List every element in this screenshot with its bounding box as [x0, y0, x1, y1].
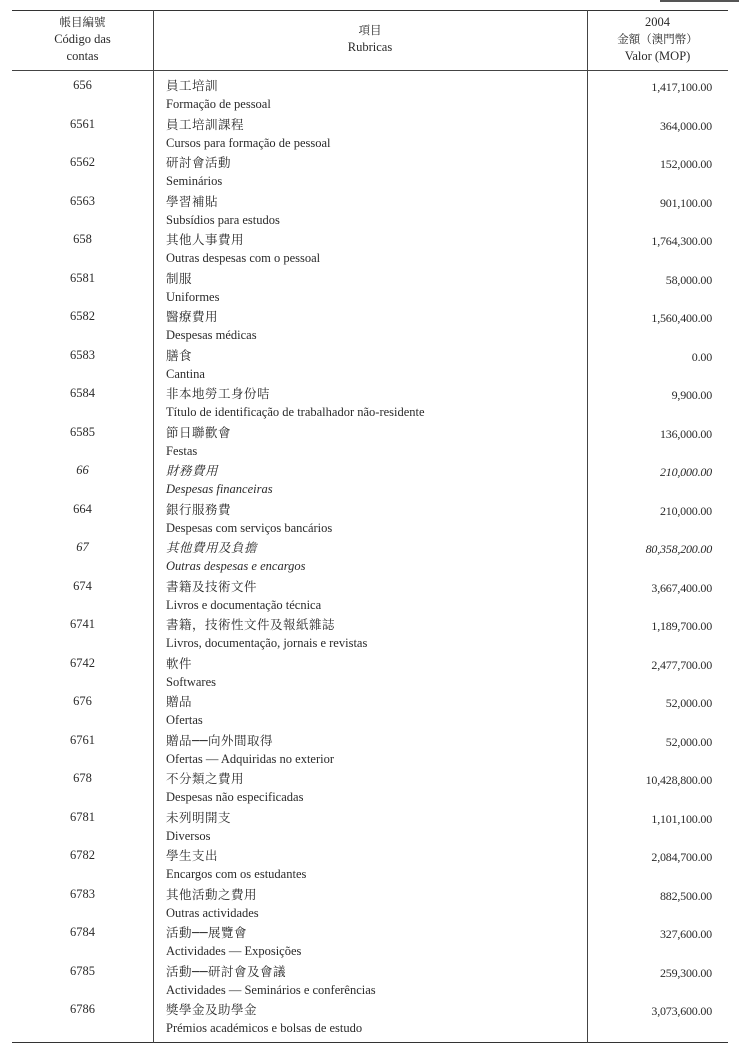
amount-value: 0.00 [691, 349, 712, 364]
rubric-chinese: 員工培訓 [166, 78, 219, 93]
rubric-portuguese: Despesas financeiras [166, 482, 273, 496]
account-code: 658 [73, 232, 92, 246]
rubric-chinese: 活動──研討會及會議 [166, 963, 287, 979]
rubric-chinese: 其他人事費用 [166, 232, 245, 247]
amount-value: 9,900.00 [671, 388, 712, 402]
account-code: 6761 [70, 732, 95, 747]
amount-value: 3,073,600.00 [651, 1004, 712, 1018]
table-row [0, 693, 739, 732]
account-code: 6782 [70, 848, 95, 862]
rubric-portuguese: Ofertas [166, 713, 203, 727]
table-row [0, 347, 739, 386]
amount-value: 259,300.00 [659, 965, 712, 980]
rubric-chinese: 其他活動之費用 [166, 886, 258, 902]
rubric-portuguese: Ofertas — Adquiridas no exterior [166, 751, 335, 766]
table-row [0, 193, 739, 232]
rubric-portuguese: Actividades — Exposições [166, 944, 302, 958]
header-value [587, 14, 728, 65]
account-code: 6583 [70, 347, 95, 362]
top-rule [660, 0, 739, 2]
table-row [0, 539, 739, 578]
rubric-chinese: 其他費用及負擔 [166, 540, 258, 555]
rubric-portuguese: Festas [166, 443, 198, 458]
rubric-chinese: 非本地勞工身份咭 [166, 386, 271, 401]
account-code: 6584 [70, 386, 95, 400]
account-code: 6563 [70, 193, 95, 208]
header-code-zh: 帳目編號 [59, 15, 106, 29]
rubric-portuguese: Prémios académicos e bolsas de estudo [166, 1021, 363, 1035]
rubric-portuguese: Seminários [166, 174, 223, 188]
header-code-pt1: Código das [54, 32, 111, 46]
account-code: 6784 [70, 925, 95, 939]
account-code: 678 [73, 771, 92, 785]
rubric-portuguese: Cantina [166, 366, 205, 381]
rubric-chinese: 銀行服務費 [166, 501, 232, 517]
table-row [0, 1001, 739, 1040]
rubric-chinese: 書籍及技術文件 [166, 578, 258, 594]
table-body [0, 77, 739, 1040]
account-code: 664 [73, 501, 92, 516]
table-row [0, 308, 739, 347]
rubric-portuguese: Subsídios para estudos [166, 212, 280, 227]
amount-value: 152,000.00 [659, 157, 712, 171]
rubric-chinese: 活動──展覽會 [166, 925, 248, 940]
amount-value: 136,000.00 [659, 426, 712, 441]
amount-value: 364,000.00 [659, 118, 712, 133]
account-code: 67 [76, 540, 89, 554]
header-code-pt2: contas [66, 49, 99, 63]
amount-value: 52,000.00 [665, 734, 712, 749]
rubric-chinese: 研討會活動 [166, 155, 232, 170]
table-row [0, 963, 739, 1002]
amount-value: 1,101,100.00 [651, 811, 712, 826]
amount-value: 1,560,400.00 [651, 311, 712, 325]
table-row [0, 578, 739, 617]
account-code: 6742 [70, 655, 95, 670]
amount-value: 58,000.00 [665, 272, 712, 287]
table-row [0, 385, 739, 424]
account-code: 6562 [70, 155, 95, 169]
amount-value: 80,358,200.00 [645, 542, 712, 556]
header-rubric-pt: Rubricas [347, 40, 393, 54]
rubric-chinese: 未列明開支 [166, 809, 232, 825]
rubric-chinese: 學生支出 [166, 848, 219, 863]
account-code: 676 [73, 694, 92, 708]
rubric-portuguese: Livros, documentação, jornais e revistas [166, 636, 368, 650]
rubric-chinese: 贈品 [166, 694, 193, 709]
account-code: 6585 [70, 424, 95, 439]
rubric-portuguese: Actividades — Seminários e conferências [166, 982, 376, 997]
header-value-zh: 金額（澳門幣） [617, 32, 698, 46]
amount-value: 10,428,800.00 [645, 773, 712, 787]
table-row [0, 616, 739, 655]
account-code: 656 [73, 78, 92, 92]
rubric-chinese: 員工培訓課程 [166, 116, 245, 132]
rubric-portuguese: Livros e documentação técnica [166, 597, 322, 612]
account-code: 6581 [70, 270, 95, 285]
rubric-portuguese: Outras despesas e encargos [166, 559, 306, 573]
table-row [0, 501, 739, 540]
table-row [0, 77, 739, 116]
rubric-portuguese: Despesas médicas [166, 328, 257, 342]
account-code: 66 [76, 463, 89, 477]
account-code: 674 [73, 578, 92, 593]
table-row [0, 462, 739, 501]
table-row [0, 809, 739, 848]
amount-value: 1,764,300.00 [651, 234, 712, 248]
table-row [0, 770, 739, 809]
rubric-portuguese: Uniformes [166, 289, 220, 304]
table-row [0, 424, 739, 463]
table-row [0, 847, 739, 886]
rubric-chinese: 學習補貼 [166, 193, 219, 209]
table-row [0, 116, 739, 155]
amount-value: 1,189,700.00 [651, 619, 712, 633]
header-code [12, 14, 153, 65]
table-row [0, 732, 739, 771]
rubric-portuguese: Título de identificação de trabalhador não-residente [166, 405, 425, 419]
rubric-chinese: 財務費用 [166, 463, 219, 478]
header-year: 2004 [645, 15, 670, 29]
table-row [0, 270, 739, 309]
rubric-chinese: 軟件 [166, 655, 193, 671]
account-code: 6741 [70, 617, 95, 631]
rubric-portuguese: Encargos com os estudantes [166, 867, 307, 881]
amount-value: 882,500.00 [659, 888, 712, 903]
rubric-chinese: 贈品──向外間取得 [166, 732, 274, 748]
amount-value: 327,600.00 [659, 927, 712, 941]
rubric-chinese: 書籍，技術性文件及報紙雜誌 [166, 617, 336, 632]
account-code: 6783 [70, 886, 95, 901]
rubric-chinese: 制服 [166, 270, 193, 286]
amount-value: 3,667,400.00 [651, 580, 712, 595]
account-code: 6785 [70, 963, 95, 978]
amount-value: 52,000.00 [665, 696, 712, 710]
account-code: 6561 [70, 116, 95, 131]
table-row [0, 655, 739, 694]
rubric-chinese: 醫療費用 [166, 309, 219, 324]
rubric-portuguese: Diversos [166, 828, 211, 843]
rubric-portuguese: Outras despesas com o pessoal [166, 251, 321, 265]
amount-value: 2,084,700.00 [651, 850, 712, 864]
header-rubric [153, 22, 587, 56]
amount-value: 1,417,100.00 [651, 80, 712, 94]
rubric-portuguese: Cursos para formação de pessoal [166, 135, 331, 150]
rubric-portuguese: Softwares [166, 674, 216, 689]
amount-value: 210,000.00 [659, 465, 712, 479]
header-rule [12, 70, 728, 71]
rubric-portuguese: Formação de pessoal [166, 97, 271, 111]
table-row [0, 154, 739, 193]
header-value-pt: Valor (MOP) [624, 49, 691, 63]
rubric-portuguese: Despesas não especificadas [166, 790, 304, 804]
account-code: 6781 [70, 809, 95, 824]
table-row [0, 886, 739, 925]
amount-value: 2,477,700.00 [651, 657, 712, 672]
account-code: 6786 [70, 1002, 95, 1016]
rubric-chinese: 膳食 [166, 347, 193, 363]
header-rubric-zh: 項目 [358, 23, 382, 37]
table-row [0, 924, 739, 963]
rubric-portuguese: Despesas com serviços bancários [166, 520, 333, 535]
amount-value: 210,000.00 [659, 503, 712, 518]
account-code: 6582 [70, 309, 95, 323]
rubric-portuguese: Outras actividades [166, 905, 259, 920]
table-row [0, 231, 739, 270]
rubric-chinese: 獎學金及助學金 [166, 1002, 258, 1017]
rubric-chinese: 節日聯歡會 [166, 424, 232, 440]
rubric-chinese: 不分類之費用 [166, 771, 245, 786]
amount-value: 901,100.00 [659, 195, 712, 210]
